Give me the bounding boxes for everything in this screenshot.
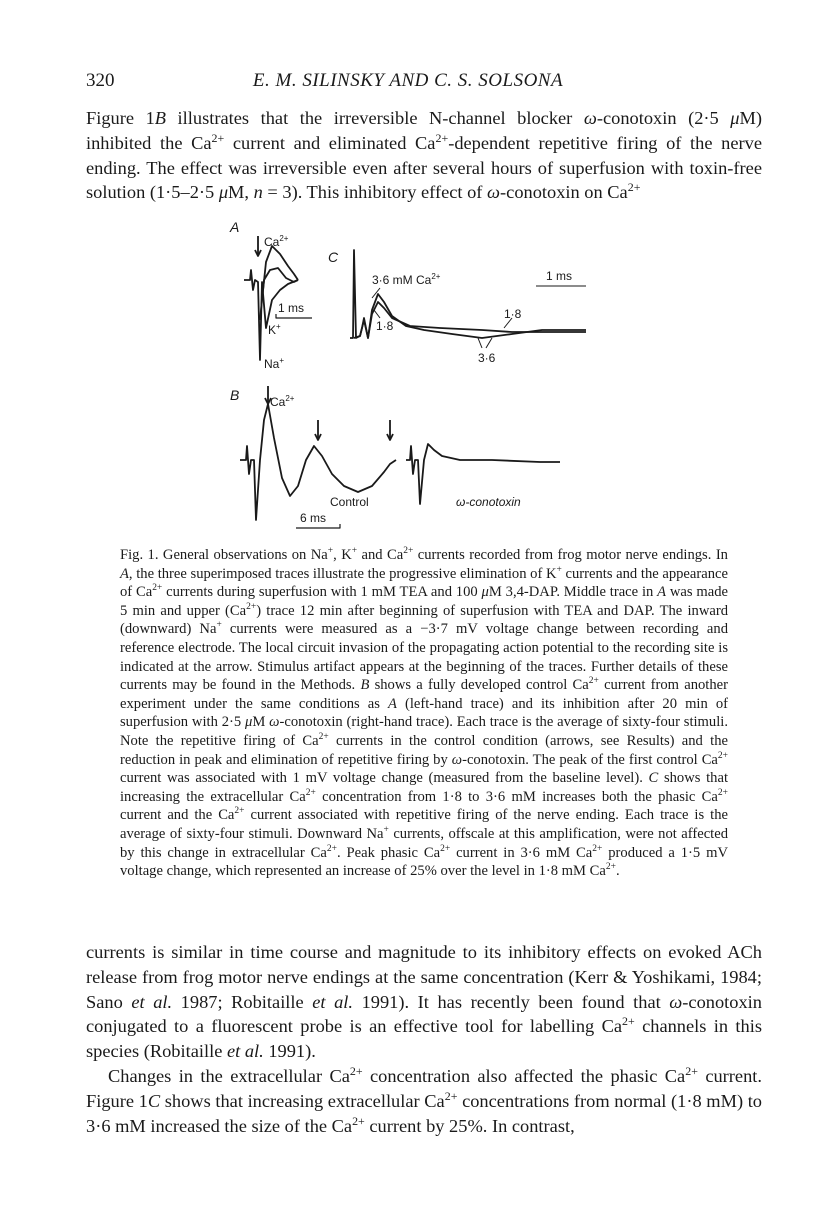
panel-b-control-label: Control [330,495,369,509]
panel-a-ca-label: $Ca^{2+}$ [264,234,289,249]
running-head: E. M. SILINSKY AND C. S. SOLSONA [252,70,564,91]
page-number: 320 [86,70,115,91]
panel-a-letter: A [230,219,240,235]
panel-c-letter: C [328,249,339,265]
panel-b-ca-label: $Ca^{2+}$ [270,394,295,409]
panel-a-na-label: Na+ [264,356,285,371]
panel-b-toxin-label: ω-conotoxin [456,495,521,509]
panel-a-trace-na [244,270,298,360]
paragraph-bottom-2: Changes in the extracellular $Ca^{2+}$ concentration also affected the phasic $Ca^{2+}$ current. Figure 1C shows that increasing extracellular $Ca^{2+}$ concentrations from normal (1·8 mM) to 3·6 mM increased the size of the $Ca^{2+}$ current by 25%. In contrast, [86,1063,763,1136]
panel-a-k-label: K+ [268,322,281,337]
panel-b-letter: B [230,387,240,403]
figure-1-traces [220,210,620,540]
figure-1 [220,210,620,540]
panel-b-scale-label: 6 ms [300,511,327,525]
figure-caption: Fig. 1. General observations on Na+, K+ and $Ca^{2+}$ currents recorded from frog motor nerve endings. In A, the three superimposed traces illustrate the progressive elimination of K+ currents and the appearance of $Ca^{2+}$ currents during superfusion with 1 mM TEA and 100 μM 3,4-DAP. Middle trace in A was made 5 min and upper $(Ca^{2+})$ trace 12 min after beginning of superfusion with TEA and DAP. The inward (downward) Na+ currents were measured as a −3·7 mV voltage change between recording and reference electrode. The local circuit invasion of the propagating action potential to the recording site is indicated at the arrow. Stimulus artifact appears at the beginning of the traces. Further details of these currents may be found in the Methods. B shows a fully developed control $Ca^{2+}$ current from another experiment under the same conditions as A (left-hand trace) and its inhibition after 20 min of superfusion with 2·5 μM ω-conotoxin (right-hand trace). Each trace is the average of sixty-four stimuli. Note the repetitive firing of $Ca^{2+}$ currents in the control condition (arrows, see Results) and the reduction in peak and elimination of repetitive firing by ω-conotoxin. The peak of the first control $Ca^{2+}$ current was associated with 1 mV voltage change (measured from the baseline level). C shows that increasing the extracellular $Ca^{2+}$ concentration from 1·8 to 3·6 mM increases both the phasic $Ca^{2+}$ current and the $Ca^{2+}$ current associated with repetitive firing of the nerve ending. Each trace is the average of sixty-four stimuli. Downward Na+ currents, offscale at this amplification, were not affected by this change in extracellular $Ca^{2+}$. Peak phasic $Ca^{2+}$ current in 3·6 mM $Ca^{2+}$ produced a 1·5 mV voltage change, which represented an increase of 25% over the level in 1·8 mM $Ca^{2+}$. [120,546,729,880]
panel-a-scale-label: 1 ms [278,301,305,315]
bottom-text [86,940,762,1138]
panel-c-label-36: 3·6 [478,351,496,365]
panel-c-conc-label: 3·6 mM $Ca^{2+}$ [372,272,441,287]
paragraph-top: Figure 1B illustrates that the irreversible N-channel blocker ω-conotoxin (2·5 μM) inhibited the $Ca^{2+}$ current and eliminated $Ca^{2+}$-dependent repetitive firing of the nerve ending. The effect was irreversible even after several hours of superfusion with toxin-free solution (1·5–2·5 μM, n = 3). This inhibitory effect of ω-conotoxin on $Ca^{2+}$ [86,108,762,203]
panel-c-label-18b: 1·8 [504,307,522,321]
paragraph-bottom-1: currents is similar in time course and magnitude to its inhibitory effects on evoked ACh release from frog motor nerve endings at the same concentration (Kerr & Yoshikami, 1984; Sano et al. 1987; Robitaille et al. 1991). It has recently been found that ω-conotoxin conjugated to a fluorescent probe is an effective tool for labelling $Ca^{2+}$ channels in this species (Robitaille et al. 1991). [86,942,763,1062]
panel-c-scale-label: 1 ms [546,269,573,283]
panel-c-label-18a: 1·8 [376,319,394,333]
